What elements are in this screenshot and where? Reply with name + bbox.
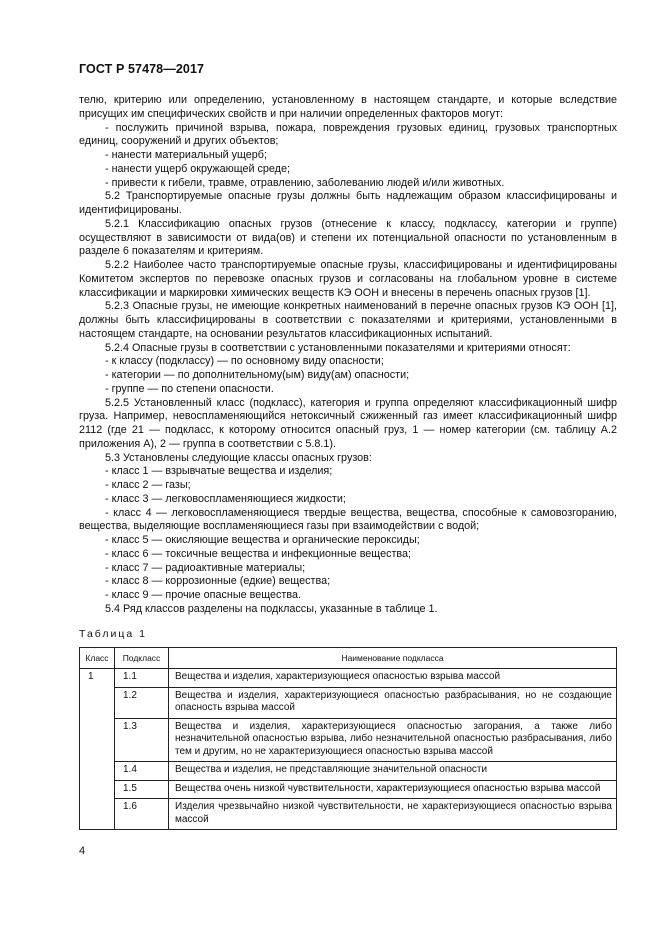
subclass-name-cell: Вещества очень низкой чувствительности, характеризующиеся опасностью взрыва массой [169, 780, 617, 799]
hazard-subclass-table [79, 647, 617, 830]
subclass-name-cell: Изделия чрезвычайно низкой чувствительности, не характеризующиеся опасностью взрыва массой [169, 799, 617, 830]
list-item: - класс 1 — взрывчатые вещества и изделия; [105, 465, 333, 478]
paragraph-5-2-5: 5.2.5 Установленный класс (подкласс), категория и группа определяют классификационный шифр груза. Например, невоспламеняющийся нетоксичный сжиженный газ имеет классификационный шифр 2112 (где 21 — подкласс, к которому относится опасный груз, 1 — номер категории (см. таблицу А.2 приложения А), 2 — группа в соответствии с 5.8.1). [79, 396, 617, 450]
list-item: - класс 7 — радиоактивные материалы; [105, 561, 306, 574]
list-item: - нанести ущерб окружающей среде; [105, 162, 290, 175]
list-item: - нанести материальный ущерб; [105, 149, 267, 161]
header-class: Класс [80, 648, 115, 669]
paragraph-5-2: 5.2 Транспортируемые опасные грузы должны быть надлежащим образом классифицированы и идентифицированы. [79, 190, 617, 216]
subclass-cell: 1.1 [115, 669, 169, 688]
subclass-cell: 1.6 [115, 799, 169, 830]
header-subclass-name: Наименование подкласса [169, 648, 617, 669]
list-item: - класс 6 — токсичные вещества и инфекционные вещества; [105, 547, 412, 560]
list-item: - группе — по степени опасности. [105, 382, 274, 395]
subclass-name-cell: Вещества и изделия, характеризующиеся опасностью загорания, а также либо незначительной опасностью взрыва, либо незначительной опасностью разбрасывания, либо тем и другим, но не характеризующиеся опасностью взрыва массой [169, 718, 617, 762]
list-item: - послужить причиной взрыва, пожара, повреждения грузовых единиц, грузовых транспортных единиц, сооружений и других объектов; [79, 121, 617, 148]
table-caption: Таблица 1 [79, 628, 147, 640]
paragraph-5-2-3: 5.2.3 Опасные грузы, не имеющие конкретных наименований в перечне опасных грузов КЭ ООН [1], должны быть классифицированы в соответствии с показателями и критериями, установленными в настоящем стандарте, на основании результатов классификационных испытаний. [79, 300, 617, 340]
paragraph-5-2-2: 5.2.2 Наиболее часто транспортируемые опасные грузы, классифицированы и идентифицированы Комитетом экспертов по перевозке опасных грузов и согласованы на глобальном уровне в системе классификации и маркировки химических веществ КЭ ООН и внесены в перечень опасных грузов [1]. [79, 259, 617, 299]
page-number: 4 [79, 845, 86, 857]
paragraph-5-2-1: 5.2.1 Классификацию опасных грузов (отнесение к классу, подклассу, категории и группе) осуществляют в зависимости от вида(ов) и степени их потенциальной опасности по установленным в разделе 6 показателям и критериям. [79, 217, 617, 258]
table-row [80, 762, 617, 781]
body-text [79, 94, 617, 617]
paragraph-5-2-4: 5.2.4 Опасные грузы в соответствии с установленными показателями и критериями относят: [105, 341, 571, 354]
list-item: - класс 4 — легковоспламеняющиеся твердые вещества, вещества, способные к самовозгоранию, вещества, выделяющие воспламеняющиеся газы при взаимодействии с водой; [79, 506, 617, 533]
paragraph-5-4: 5.4 Ряд классов разделены на подклассы, указанные в таблице 1. [105, 602, 438, 615]
list-item: - класс 5 — окисляющие вещества и органические пероксиды; [105, 534, 420, 546]
subclass-name-cell: Вещества и изделия, характеризующиеся опасностью разбрасывания, но не создающие опасность взрыва массой [169, 687, 617, 718]
document-header: ГОСТ Р 57478—2017 [79, 62, 205, 76]
list-item: - привести к гибели, травме, отравлению, заболеванию людей и/или животных. [105, 176, 505, 189]
subclass-name-cell: Вещества и изделия, не представляющие значительной опасности [169, 762, 617, 781]
table-row [80, 799, 617, 830]
list-item: - класс 2 — газы; [105, 479, 191, 491]
list-item: - класс 9 — прочие опасные вещества. [105, 589, 301, 601]
list-item: - категории — по дополнительному(ым) виду(ам) опасности; [105, 369, 410, 381]
list-item: - класс 8 — коррозионные (едкие) вещества; [105, 575, 331, 588]
list-item: - к классу (подклассу) — по основному виду опасности; [105, 355, 384, 368]
header-subclass: Подкласс [115, 648, 169, 669]
class-cell: 1 [80, 669, 115, 830]
paragraph-5-3: 5.3 Установлены следующие классы опасных грузов: [105, 451, 372, 464]
subclass-cell: 1.2 [115, 687, 169, 718]
table-row [80, 669, 617, 688]
table-row [80, 780, 617, 799]
subclass-cell: 1.4 [115, 762, 169, 781]
paragraph: телю, критерию или определению, установленному в настоящем стандарте, и которые вследствие присущих им специфических свойств и при наличии определенных факторов могут: [79, 94, 617, 120]
table-row [80, 687, 617, 718]
subclass-cell: 1.5 [115, 780, 169, 799]
table-row [80, 718, 617, 762]
table-header-row [80, 648, 617, 669]
list-item: - класс 3 — легковоспламеняющиеся жидкости; [105, 492, 346, 505]
subclass-name-cell: Вещества и изделия, характеризующиеся опасностью взрыва массой [169, 669, 617, 688]
subclass-cell: 1.3 [115, 718, 169, 762]
